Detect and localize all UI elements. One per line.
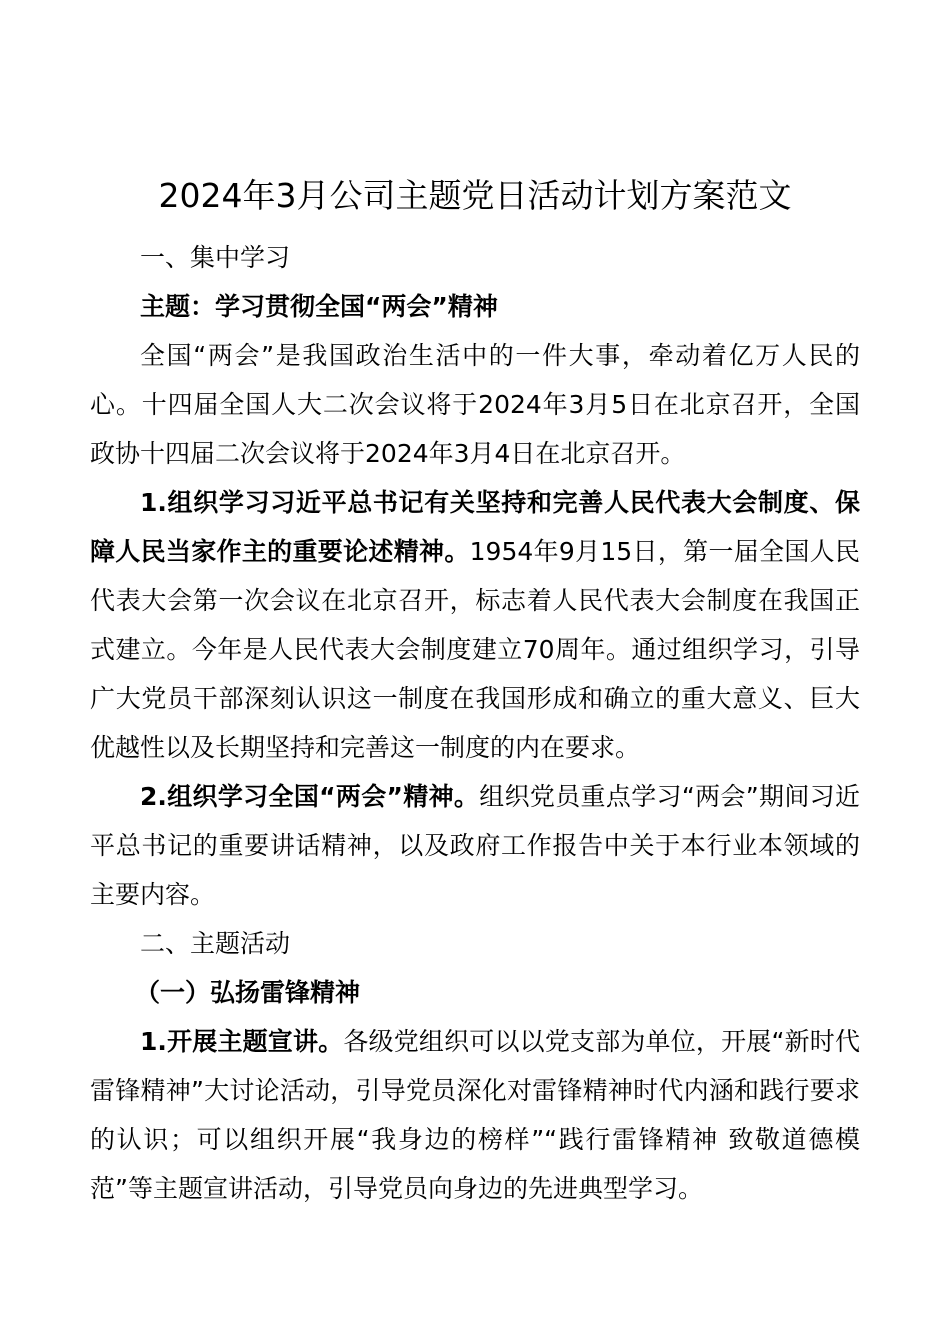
item-1-text: 1954年9月15日，第一届全国人民代表大会第一次会议在北京召开，标志着人民代表大会制度在我国正式建立。今年是人民代表大会制度建立70周年。通过组织学习，引导广大党员干部深刻认识这一制度在我国形成和确立的重大意义、巨大优越性以及长期坚持和完善这一制度的内在要求。 bbox=[90, 537, 860, 762]
item-3-lead: 1.开展主题宣讲。 bbox=[140, 1027, 344, 1056]
document-title: 2024年3月公司主题党日活动计划方案范文 bbox=[158, 176, 792, 215]
item-3-text: 各级党组织可以以党支部为单位，开展“新时代雷锋精神”大讨论活动，引导党员深化对雷锋精神时代内涵和践行要求的认识；可以组织开展“我身边的榜样”“践行雷锋精神 致敬道德模范”等主题宣讲活动，引导党员向身边的先进典型学习。 bbox=[90, 1027, 860, 1203]
item-3-paragraph bbox=[90, 1017, 860, 1213]
section-heading-2: 二、主题活动 bbox=[140, 929, 291, 958]
item-1-lead: 1.组织学习习近平总书记有关坚持和完善人民代表大会制度、保障人民当家作主的重要论述精神。 bbox=[90, 488, 860, 566]
theme-line: 主题：学习贯彻全国“两会”精神 bbox=[140, 292, 498, 321]
item-2-paragraph bbox=[90, 772, 860, 919]
section-heading-1: 一、集中学习 bbox=[140, 243, 291, 272]
item-2-text: 组织党员重点学习“两会”期间习近平总书记的重要讲话精神，以及政府工作报告中关于本行业本领域的主要内容。 bbox=[90, 782, 860, 909]
intro-paragraph: 全国“两会”是我国政治生活中的一件大事，牵动着亿万人民的心。十四届全国人大二次会议将于2024年3月5日在北京召开，全国政协十四届二次会议将于2024年3月4日在北京召开。 bbox=[90, 341, 860, 468]
item-1-paragraph bbox=[90, 478, 860, 772]
document-body bbox=[90, 233, 860, 1213]
subsection-heading-1: （一）弘扬雷锋精神 bbox=[135, 978, 361, 1007]
item-2-lead: 2.组织学习全国“两会”精神。 bbox=[140, 782, 480, 811]
